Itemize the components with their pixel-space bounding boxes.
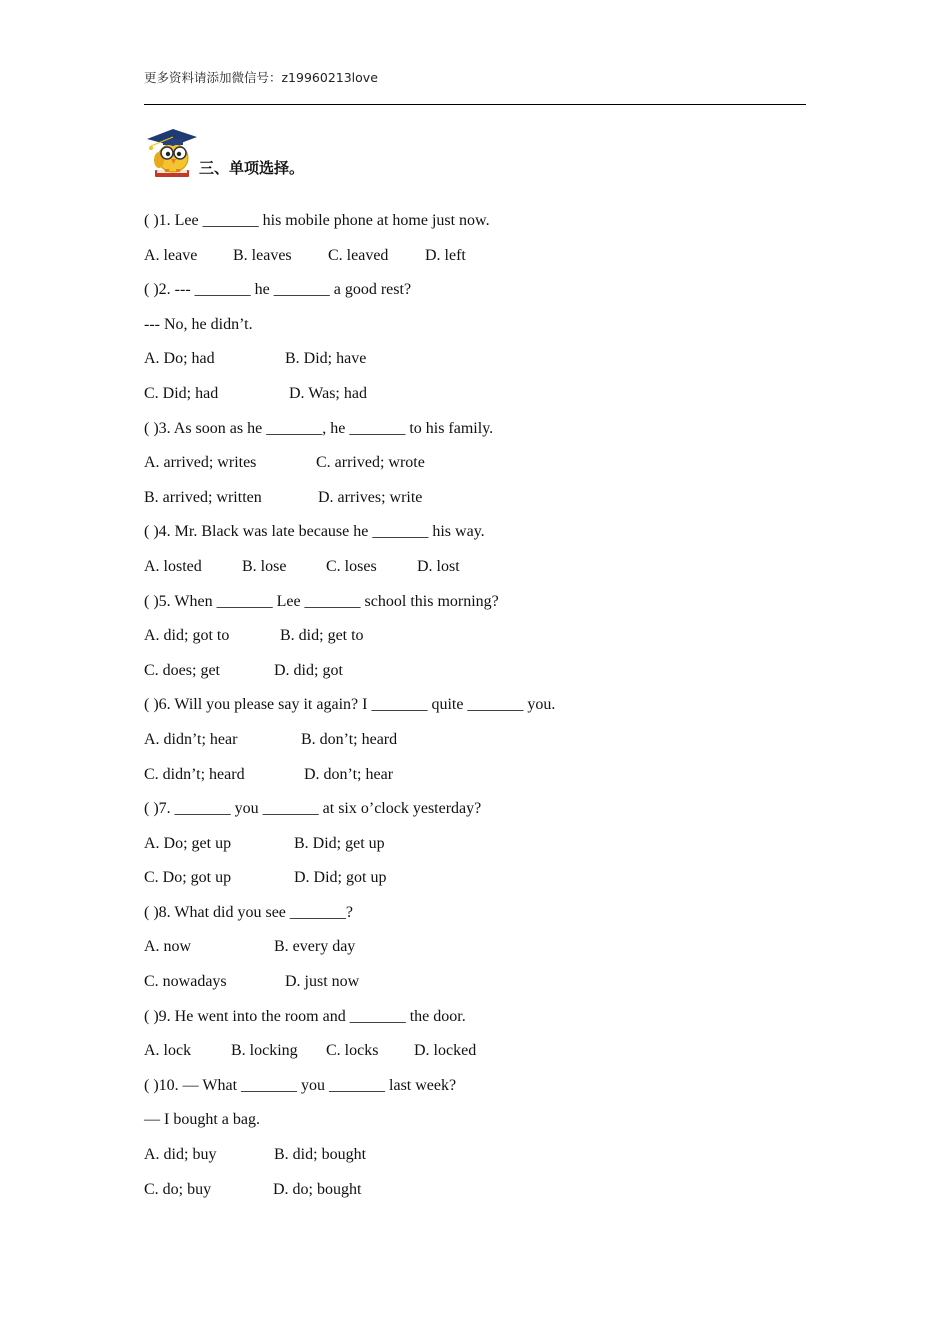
answer-option: A. did; buy bbox=[144, 1146, 217, 1164]
answer-option: C. leaved bbox=[328, 246, 389, 264]
question-stem: ( )10. — What _______ you _______ last week? bbox=[144, 1076, 457, 1094]
answer-option: D. do; bought bbox=[273, 1180, 362, 1198]
question-stem: ( )2. --- _______ he _______ a good rest? bbox=[144, 281, 412, 299]
answer-option: A. lock bbox=[144, 1042, 192, 1060]
answer-option: D. lost bbox=[417, 557, 460, 575]
answer-option: B. lose bbox=[242, 557, 287, 575]
answer-options-row bbox=[144, 1173, 824, 1208]
answer-option: B. every day bbox=[274, 938, 356, 956]
answer-option: D. left bbox=[425, 246, 466, 264]
answer-options-row bbox=[144, 965, 824, 1000]
answer-options-row bbox=[144, 239, 824, 274]
question-stem: ( )7. _______ you _______ at six o’clock yesterday? bbox=[144, 800, 482, 818]
answer-options-row bbox=[144, 861, 824, 896]
answer-option: C. didn’t; heard bbox=[144, 765, 245, 783]
answer-options-row bbox=[144, 1034, 824, 1069]
answer-option: A. didn’t; hear bbox=[144, 730, 238, 748]
answer-options-row bbox=[144, 827, 824, 862]
question-stem: ( )9. He went into the room and _______ the door. bbox=[144, 1007, 466, 1025]
answer-option: D. just now bbox=[285, 973, 360, 991]
answer-option: A. now bbox=[144, 938, 192, 956]
answer-option: C. Did; had bbox=[144, 384, 219, 402]
answer-options-row bbox=[144, 723, 824, 758]
answer-option: B. did; get to bbox=[280, 627, 364, 645]
answer-option: C. Do; got up bbox=[144, 869, 232, 887]
answer-option: D. arrives; write bbox=[318, 488, 423, 506]
question-stem: ( )8. What did you see _______? bbox=[144, 903, 353, 921]
question-list bbox=[144, 204, 824, 1207]
answer-option: B. leaves bbox=[233, 246, 292, 264]
question-stem: ( )4. Mr. Black was late because he _______ his way. bbox=[144, 523, 485, 541]
answer-option: A. losted bbox=[144, 557, 202, 575]
answer-option: A. did; got to bbox=[144, 627, 230, 645]
answer-option: B. locking bbox=[231, 1042, 298, 1060]
graduate-owl-mascot-icon bbox=[143, 124, 197, 180]
answer-option: C. locks bbox=[326, 1042, 379, 1060]
answer-option: C. arrived; wrote bbox=[316, 454, 425, 472]
answer-option: C. loses bbox=[326, 557, 377, 575]
answer-option: B. Did; get up bbox=[294, 834, 385, 852]
question-stem: ( )3. As soon as he _______, he _______ to his family. bbox=[144, 419, 494, 437]
answer-options-row bbox=[144, 446, 824, 481]
answer-option: A. arrived; writes bbox=[144, 454, 257, 472]
answer-options-row bbox=[144, 619, 824, 654]
dialogue-line: --- No, he didn’t. bbox=[144, 315, 253, 333]
answer-option: C. does; get bbox=[144, 661, 220, 679]
header-divider bbox=[144, 104, 806, 105]
answer-option: C. do; buy bbox=[144, 1180, 212, 1198]
answer-option: D. did; got bbox=[274, 661, 343, 679]
answer-option: A. leave bbox=[144, 246, 198, 264]
answer-option: A. Do; had bbox=[144, 350, 215, 368]
dialogue-line: — I bought a bag. bbox=[144, 1111, 260, 1129]
answer-option: B. Did; have bbox=[285, 350, 367, 368]
section-heading bbox=[143, 124, 304, 180]
answer-option: B. don’t; heard bbox=[301, 730, 398, 748]
question-stem: ( )6. Will you please say it again? I _______ quite _______ you. bbox=[144, 696, 556, 714]
answer-option: B. did; bought bbox=[274, 1146, 367, 1164]
answer-options-row bbox=[144, 550, 824, 585]
answer-option: D. locked bbox=[414, 1042, 477, 1060]
answer-options-row bbox=[144, 377, 824, 412]
answer-option: D. don’t; hear bbox=[304, 765, 394, 783]
answer-options-row bbox=[144, 481, 824, 516]
answer-options-row bbox=[144, 1138, 824, 1173]
question-stem: ( )1. Lee _______ his mobile phone at home just now. bbox=[144, 212, 490, 229]
answer-option: B. arrived; written bbox=[144, 488, 262, 506]
answer-option: C. nowadays bbox=[144, 973, 227, 991]
section-title: 三、单项选择。 bbox=[199, 159, 305, 177]
answer-option: A. Do; get up bbox=[144, 834, 232, 852]
answer-options-row bbox=[144, 758, 824, 793]
answer-options-row bbox=[144, 930, 824, 965]
header-contact-text: 更多资料请添加微信号：z19960213love bbox=[144, 70, 378, 85]
answer-options-row bbox=[144, 654, 824, 689]
answer-option: D. Was; had bbox=[289, 384, 367, 402]
answer-options-row bbox=[144, 342, 824, 377]
question-stem: ( )5. When _______ Lee _______ school this morning? bbox=[144, 592, 499, 610]
answer-option: D. Did; got up bbox=[294, 869, 387, 887]
